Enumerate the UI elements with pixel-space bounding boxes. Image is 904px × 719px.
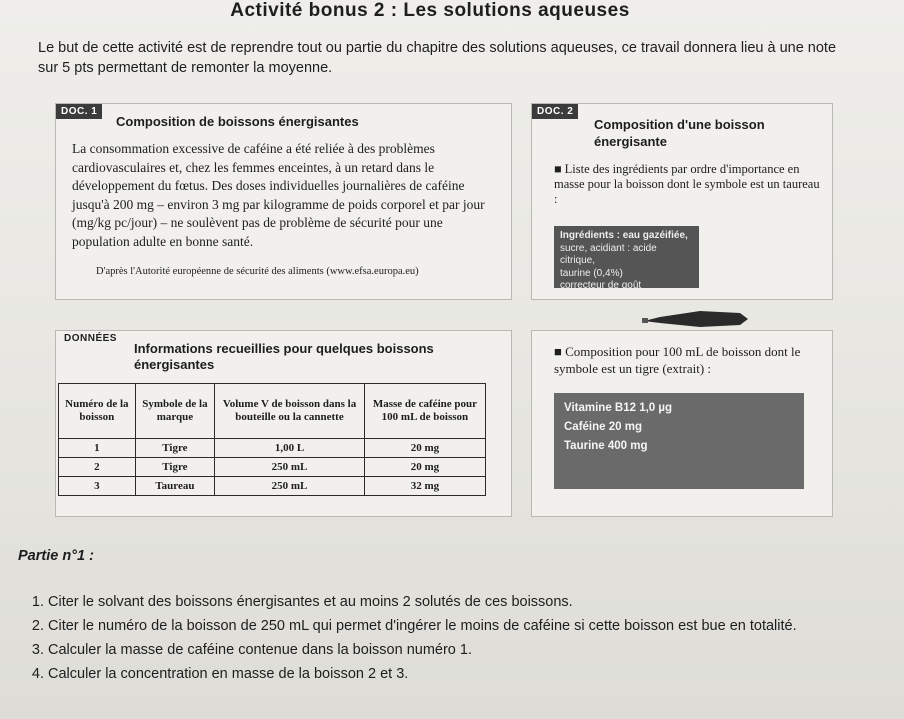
doc2-tag: DOC. 2 — [532, 104, 578, 119]
table-header-row — [59, 384, 486, 439]
composition-title: ■ Composition pour 100 mL de boisson dont le symbole est un tigre (extrait) : — [554, 344, 801, 376]
doc1-source: D'après l'Autorité européenne de sécurité des aliments (www.efsa.europa.eu) — [96, 266, 419, 277]
cell-number: 1 — [59, 439, 136, 458]
header-number: Numéro de la boisson — [59, 384, 136, 439]
nutrition-label — [554, 393, 804, 489]
ingredients-line-2: sucre, acidiant : acide citrique, — [560, 242, 657, 266]
ingredients-line-4: correcteur de goût — [560, 280, 642, 291]
intro-paragraph: Le but de cette activité est de reprendre tout ou partie du chapitre des solutions aqueuses, ce travail donnera lieu à une note sur 5 pts permettant de remonter la moyenne. — [38, 40, 837, 76]
cell-caffeine: 20 mg — [364, 458, 485, 477]
cell-caffeine: 32 mg — [364, 477, 485, 496]
header-volume: Volume V de boisson dans la bouteille ou la cannette — [215, 384, 365, 439]
cell-volume: 250 mL — [215, 477, 365, 496]
bottle-icon — [640, 307, 750, 331]
questions-list — [20, 592, 878, 688]
table-row — [59, 477, 486, 496]
cell-number: 2 — [59, 458, 136, 477]
data-tag: DONNÉES — [64, 333, 117, 344]
cell-symbol: Tigre — [135, 439, 215, 458]
cell-number: 3 — [59, 477, 136, 496]
doc2-box — [531, 103, 833, 300]
doc1-title: Composition de boissons énergisantes — [116, 114, 359, 129]
composition-box — [531, 330, 833, 517]
header-caffeine: Masse de caféine pour 100 mL de boisson — [364, 384, 485, 439]
table-row — [59, 439, 486, 458]
ingredients-line-3: taurine (0,4%) — [560, 267, 623, 279]
doc1-tag: DOC. 1 — [56, 104, 102, 119]
cell-caffeine: 20 mg — [364, 439, 485, 458]
doc1-body: La consommation excessive de caféine a été reliée à des problèmes cardiovasculaires et, chez les femmes enceintes, à un retard dans le développement du fœtus. Des doses individuelles journalières de caféine jusqu'à 200 mg – environ 3 mg par kilogramme de poids corporel et par jour (mg/kg pc/jour) – ne soulèvent pas de problème de sécurité pour une population adulte en bonne santé. — [72, 141, 485, 249]
list-item: 2. Citer le numéro de la boisson de 250 mL qui permet d'ingérer le moins de caféine si cette boisson est bue en totalité. — [48, 616, 878, 636]
table-row — [59, 458, 486, 477]
nutrition-caffeine: Caféine 20 mg — [564, 421, 642, 433]
nutrition-vitamin-b12: Vitamine B12 1,0 µg — [564, 402, 673, 414]
cell-symbol: Taureau — [135, 477, 215, 496]
ingredients-line-1: Ingrédients : eau gazéifiée, — [560, 230, 688, 241]
doc2-title: Composition d'une boisson énergisante — [594, 117, 765, 149]
doc1-box — [55, 103, 512, 300]
cell-volume: 1,00 L — [215, 439, 365, 458]
cell-volume: 250 mL — [215, 458, 365, 477]
list-item: 4. Calculer la concentration en masse de la boisson 2 et 3. — [48, 664, 878, 684]
data-box — [55, 330, 512, 517]
data-title: Informations recueillies pour quelques boissons énergisantes — [134, 341, 434, 372]
header-symbol: Symbole de la marque — [135, 384, 215, 439]
page-title: Activité bonus 2 : Les solutions aqueuses — [230, 0, 630, 21]
list-item: 3. Calculer la masse de caféine contenue dans la boisson numéro 1. — [48, 640, 878, 660]
doc2-list-title: ■ Liste des ingrédients par ordre d'importance en masse pour la boisson dont le symbole est un taureau : — [554, 162, 820, 206]
list-item: 1. Citer le solvant des boissons énergisantes et au moins 2 solutés de ces boissons. — [48, 592, 878, 612]
drinks-table — [58, 383, 486, 496]
cell-symbol: Tigre — [135, 458, 215, 477]
nutrition-taurine: Taurine 400 mg — [564, 440, 648, 452]
ingredients-label — [554, 226, 699, 291]
part-heading: Partie n°1 : — [18, 548, 94, 564]
